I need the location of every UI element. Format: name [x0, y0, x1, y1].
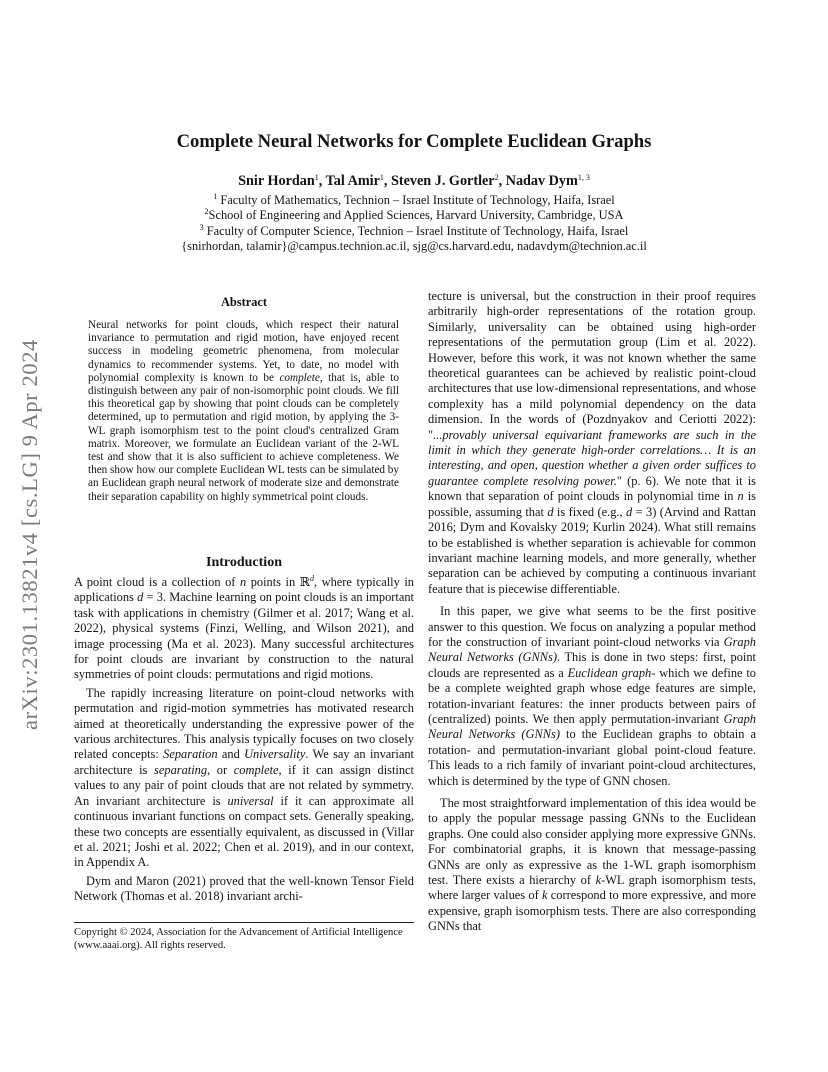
author-name: Snir Hordan [238, 173, 315, 189]
text-run: if it can approximate all continuous invariant functions on compact sets. Generally speaking, these two concepts are essentially equivalent, as discussed in (Villar et al. 2021; Joshi et al. 2022; Chen et al. 2019), and in our context, in Appendix A. [74, 793, 414, 870]
text-run: to the Euclidean graphs to obtain a rotation- and permutation-invariant global point-cloud feature. This leads to a rich family of invariant point-cloud architectures, which is determined by the type of GNN chosen. [428, 727, 756, 788]
text-run: tecture is universal, but the construction in their proof requires arbitrarily high-order representations of the rotation group. Similarly, universality can be obtained using high-order representations of the permutation group (Lim et al. 2022). However, before this work, it was not known whether the same theoretical guarantees can be achieved by realistic point-cloud architectures that use low-dimensional representations, and whose complexity has a mild polynomial dependency on the data dimension. In the words of (Pozdnyakov and Ceriotti 2022): " [428, 289, 756, 442]
text-run: Neural networks for point clouds, which respect their natural invariance to permutation and rigid motion, have enjoyed recent success in modeling geometric phenomena, from molecular dynamics to recommender systems. Yet, to date, no model with polynomial complexity is known to be [88, 319, 399, 384]
superscript-run: d [310, 574, 315, 583]
author-affiliation-mark: 2 [494, 173, 499, 182]
text-run: In this paper, we give what seems to be the first positive answer to this question. We focus on analyzing a popular method for the construction of invariant point-cloud networks via [428, 604, 756, 649]
body-paragraph [428, 796, 756, 935]
author-affiliation-mark: 1, 3 [577, 173, 590, 182]
text-run: , if it can assign distinct values to any pair of point clouds that are not related by symmetry. An invariant architecture is [74, 762, 414, 808]
affiliation-line [0, 208, 828, 223]
body-paragraph [74, 686, 414, 871]
author-separator: , [383, 173, 391, 189]
abstract-heading: Abstract [220, 295, 268, 309]
text-run: is fixed (e.g., [553, 504, 626, 519]
introduction-heading: Introduction [206, 555, 282, 570]
text-run: The rapidly increasing literature on point-cloud networks with permutation and rigid-motion symmetries has motivated research aimed at theoretically understanding the expressive power of the various architectures. This analysis typically focuses on two closely related concepts: [74, 685, 414, 762]
italic-run: Universality [244, 747, 306, 762]
affiliation-mark: 3 [199, 222, 204, 232]
author-name: Nadav Dym [505, 173, 578, 189]
text-run: and [217, 747, 245, 762]
affiliation-text: Faculty of Computer Science, Technion – Israel Institute of Technology, Haifa, Israel [203, 223, 629, 238]
text-run: is possible, assuming that [428, 489, 756, 519]
italic-run: Graph Neural Networks (GNNs) [428, 711, 756, 742]
body-paragraph [428, 289, 756, 597]
affiliation-text: Faculty of Mathematics, Technion – Israel Institute of Technology, Haifa, Israel [217, 193, 615, 207]
author-separator: , [318, 173, 326, 189]
body-paragraph [74, 575, 414, 683]
text-run: . This is done in two steps: first, point clouds are represented as a [428, 650, 756, 680]
italic-run: n [737, 489, 744, 504]
affiliation-line [0, 193, 828, 208]
italic-run: k [595, 873, 602, 888]
text-run: = 3) (Arvind and Rattan 2016; Dym and Kovalsky 2019; Kurlin 2024). What still remains to be established is whether separation is achievable for common invariant machine learning models, and more generally, whether separation can be achieved by computing a continuous invariant feature that is piecewise differentiable. [428, 504, 757, 596]
text-run: , where typically in applications [74, 575, 414, 605]
abstract-body [88, 319, 399, 504]
text-run: The most straightforward implementation of this idea would be to apply the popular message passing GNNs to the Euclidean graphs. One could also consider applying more expressive GNNs. For combinatorial graphs, it is known that message-passing GNNs are only as expressive as the 1-WL graph isomorphism test. There exists a hierarchy of [428, 796, 756, 888]
text-run: , that is, able to distinguish between any pair of non-isomorphic point clouds. We fill this theoretical gap by showing that point clouds can be completely determined, up to permutation and rigid motion, by applying the 3-WL graph isomorphism test to the point cloud's centralized Gram matrix. Moreover, we formulate an Euclidean variant of the 2-WL test and show that it is also sufficient to achieve completeness. We then show how our complete Euclidean WL tests can be simulated by an Euclidean graph neural network of moderate size and demonstrate their separation capability on highly symmetrical point clouds. [88, 371, 399, 503]
author-list [0, 171, 828, 191]
text-run: correspond to more expressive, and more expensive, graph isomorphism tests. There are also corresponding GNNs that [428, 888, 756, 934]
affiliation-line [0, 224, 828, 239]
paper-title: Complete Neural Networks for Complete Euclidean Graphs [176, 131, 652, 152]
affiliation-mark: 2 [204, 207, 209, 217]
author-affiliation-mark: 1 [379, 173, 384, 182]
italic-run: n [239, 575, 247, 589]
author-separator: , [498, 173, 506, 189]
italic-run: universal [227, 793, 274, 808]
italic-run: k [541, 888, 548, 903]
left-column-body [74, 575, 414, 905]
italic-run: Euclidean graph [567, 665, 652, 680]
body-paragraph [428, 604, 756, 789]
text-run: A point cloud is a collection of [74, 575, 240, 589]
italic-run: ...provably universal equivariant frameworks are such in the limit in which they generate high-order correlations… It is an interesting, and open, question whether a given order suffices to guarantee complete resolving power. [428, 427, 756, 488]
text-run: Dym and Maron (2021) proved that the well-known Tensor Field Network (Thomas et al. 2018) invariant archi- [74, 873, 414, 904]
author-name: Tal Amir [325, 173, 380, 189]
text-run: = 3. Machine learning on point clouds is an important task with applications in chemistry (Gilmer et al. 2017; Wang et al. 2022), physical systems (Finzi, Welling, and Wilson 2021), and image processing (Ma et al. 2023). Many successful architectures for point clouds are invariant by construction to the natural symmetries of point clouds: permutations and rigid motions. [74, 590, 414, 682]
italic-run: d [137, 590, 144, 605]
italic-run: separating [154, 762, 208, 777]
text-run: , or [207, 762, 234, 777]
author-affiliation-mark: 1 [314, 173, 319, 182]
author-emails: {snirhordan, talamir}@campus.technion.ac.il, sjg@cs.harvard.edu, nadavdym@technion.ac.il [181, 239, 647, 254]
italic-run: complete [233, 762, 279, 777]
author-name: Steven J. Gortler [390, 173, 495, 189]
text-run: -WL graph isomorphism tests, where larger values of [428, 873, 756, 903]
italic-run: Graph Neural Networks (GNNs) [428, 634, 756, 665]
affiliation-text: School of Engineering and Applied Sciences, Harvard University, Cambridge, USA [208, 208, 624, 223]
italic-run: d [547, 504, 554, 519]
italic-run: Separation [163, 747, 218, 762]
text-run: - which we define to be a complete weighted graph whose edge features are simple, rotation-invariant features: the inner products between pairs of (centralized) points. We then apply permutation-invariant [428, 665, 757, 726]
affiliation-mark: 1 [213, 192, 218, 201]
body-paragraph [74, 874, 414, 905]
text-run: " (p. 6). We note that it is known that separation of point clouds in polynomial time in [428, 473, 756, 504]
italic-run: d [626, 504, 633, 519]
copyright-footnote: Copyright © 2024, Association for the Advancement of Artificial Intelligence (www.aaai.org). All rights reserved. [74, 922, 414, 953]
right-column-body [428, 289, 756, 935]
italic-run: complete [279, 371, 320, 384]
text-run: points in ℝ [246, 575, 311, 589]
arxiv-side-stamp: arXiv:2301.13821v4 [cs.LG] 9 Apr 2024 [17, 339, 42, 730]
affiliations [0, 193, 828, 255]
text-run: . We say an invariant architecture is [74, 747, 414, 777]
